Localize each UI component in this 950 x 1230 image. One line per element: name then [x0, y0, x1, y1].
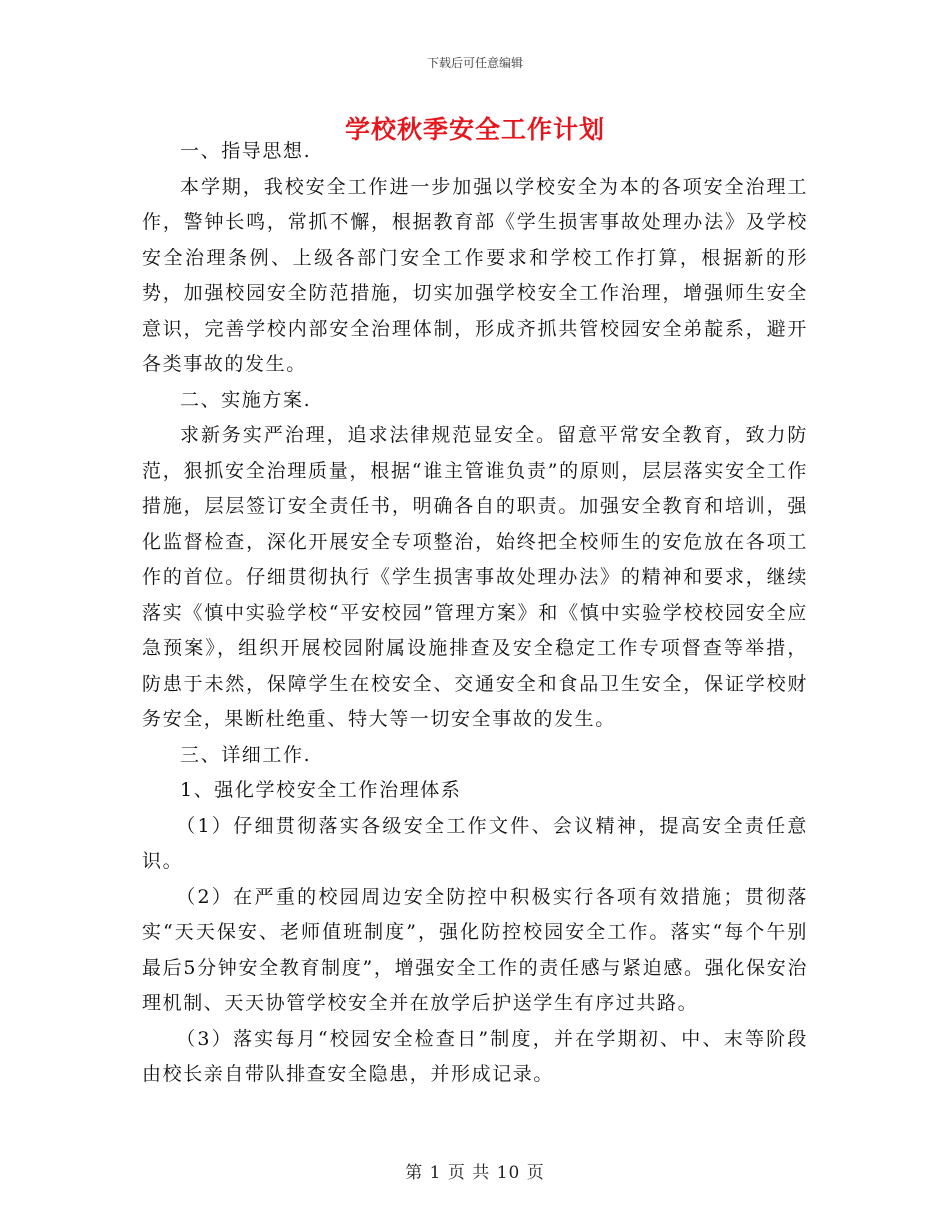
document-title: 学校秋季安全工作计划 — [344, 115, 605, 144]
page-number-footer: 第 1 页 共 10 页 — [405, 1163, 545, 1183]
header-note: 下载后可任意编辑 — [426, 56, 523, 70]
body-paragraph: 求新务实严治理，追求法律规范显安全。留意平常安全教育，致力防范，狠抓安全治理质量，根据“谁主管谁负责”的原则，层层落实安全工作措施，层层签订安全责任书，明确各自的职责。加强安全教育和培训，强化监督检查，深化开展安全专项整治，始终把全校师生的安危放在各项工作的首位。仔细贯彻执行《学生损害事故处理办法》的精神和要求，继续落实《慎中实验学校“平安校园”管理方案》和《慎中实验学校校园安全应急预案》，组织开展校园附属设施排查及安全稳定工作专项督查等举措，防患于未然，保障学生在校安全、交通安全和食品卫生安全，保证学校财务安全，果断杜绝重、特大等一切安全事故的发生。 — [142, 424, 808, 730]
subsection-heading: 1、强化学校安全工作治理体系 — [180, 779, 462, 801]
section-heading: 二、实施方案. — [180, 388, 312, 411]
list-item: （1）仔细贯彻落实各级安全工作文件、会议精神，提高安全责任意识。 — [142, 814, 808, 872]
document-body — [142, 134, 808, 1093]
body-paragraph: 本学期，我校安全工作进一步加强以学校安全为本的各项安全治理工作，警钟长鸣，常抓不懈，根据教育部《学生损害事故处理办法》及学校安全治理条例、上级各部门安全工作要求和学校工作打算，根据新的形势，加强校园安全防范措施，切实加强学校安全工作治理，增强师生安全意识，完善学校内部安全治理体制，形成齐抓共管校园安全弟靛系，避开各类事故的发生。 — [142, 175, 808, 375]
section-heading: 三、详细工作. — [180, 743, 312, 766]
list-item: （3）落实每月“校园安全检查日”制度，并在学期初、中、末等阶段由校长亲自带队排查安全隐患，并形成记录。 — [142, 1027, 808, 1085]
section-heading: 一、指导思想. — [180, 140, 312, 162]
list-item: （2）在严重的校园周边安全防控中积极实行各项有效措施；贯彻落实“天天保安、老师值班制度”，强化防控校园安全工作。落实“每个午别最后5分钟安全教育制度”，增强安全工作的责任感与紧迫感。强化保安治理机制、天天协管学校安全并在放学后护送学生有序过共路。 — [142, 885, 808, 1014]
